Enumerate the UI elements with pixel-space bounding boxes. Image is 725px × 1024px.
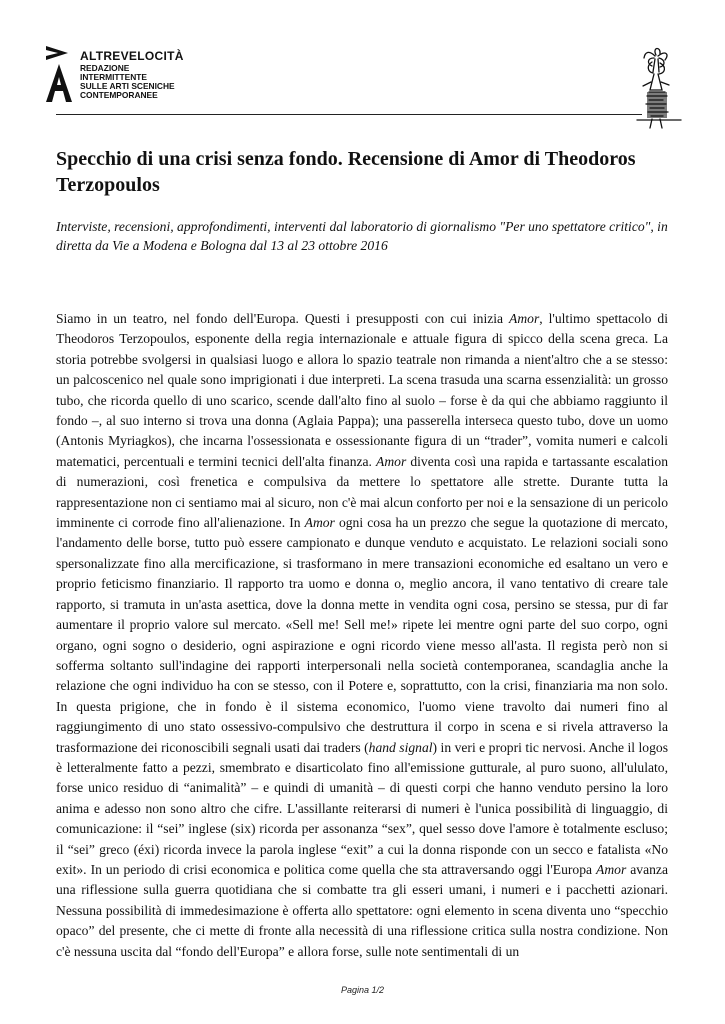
page-header [0, 0, 725, 130]
body-text: avanza una riflessione sulla guerra quotidiana che si combatte tra gli esseri umani, i numeri e i pacchetti azionari. Nessuna possibilità di immedesimazione è offerta allo spettatore: ogni elemento in scena diventa uno “specchio opaco” del presente, che ci mette di fronte alla necessità di una riflessione critica sulla nostra condizione. Non c'è nessuna uscita dal “fondo dell'Europa” e allora forse, sulle note sentimentali di un [56, 861, 668, 959]
body-text: ogni cosa ha un prezzo che segue la quotazione di mercato, l'andamento delle borse, tutto può essere campionato e dunque venduto e acquistato. Le relazioni sociali sono spersonalizzate fino alla mercificazione, si trasformano in mere transazioni economiche ed esaltano un vero e proprio feticismo finanziario. Il rapporto tra uomo e donna o, meglio ancora, il vano tentativo di creare tale rapporto, si tramuta in un'asta asettica, dove la donna mette in vendita ogni cosa, persino se stessa, pur di far aumentare il proprio valore sul mercato. «Sell me! Sell me!» ripete lei mentre ogni parte del suo corpo, ogni organo, ogni sogno o desiderio, ogni aspirazione e ogni ricordo viene messo all'asta. Il regista però non si sofferma soltanto sull'indagine dei rapporti interpersonali nella società contemporanea, scandaglia anche la relazione che ogni individuo ha con se stesso, con il Potere e, soprattutto, con la crisi, finanziaria ma non solo. In questa prigione, che in fondo è il sistema economico, l'uomo viene travolto dai numeri fino al raggiungimento di uno stato ossessivo-compulsivo che destruttura il corpo in scena e si rivela attraverso la trasformazione dei riconoscibili segnali usati dai traders ( [56, 515, 668, 755]
work-title: Amor [304, 515, 335, 531]
header-rule [56, 114, 642, 115]
article-title: Specchio di una crisi senza fondo. Recensione di Amor di Theodoros Terzopoulos [56, 148, 636, 196]
logo-text [80, 50, 184, 100]
body-text: Siamo in un teatro, nel fondo dell'Europa. Questi i presupposti con cui inizia [56, 311, 510, 326]
tagline-line: CONTEMPORANEE [80, 90, 158, 100]
work-title: Amor [376, 453, 407, 469]
page-number: Pagina 1/2 [340, 985, 385, 995]
article-body [56, 309, 668, 962]
body-text: diventa così una rapida e tartassante escalation di numerazioni, così frenetica e compulsiva da mettere lo spettatore alle strette. Durante tutta la rappresentazione non ci sentiamo mai al sicuro, non c'è mai alcun conforto per noi e la sensazione di un pericolo imminente ci corrode fino all'alienazione. In [56, 453, 668, 531]
tagline-line: SULLE ARTI SCENICHE [80, 81, 175, 91]
work-title: Amor [596, 861, 627, 877]
tagline-line: REDAZIONE [80, 63, 130, 73]
article-subtitle: Interviste, recensioni, approfondimenti, interventi dal laboratorio di giornalismo "Per uno spettatore critico", in diretta da Vie a Modena e Bologna dal 13 al 23 ottobre 2016 [56, 219, 668, 253]
tagline-line: INTERMITTENTE [80, 72, 147, 82]
body-text: , l'ultimo spettacolo di Theodoros Terzopoulos, esponente della regia internazionale e attuale figura di spicco della scena greca. La storia potrebbe svolgersi in qualsiasi luogo e allora lo spazio teatrale non rimanda a nient'altro che a se stesso: un palcoscenico nel quale sono imprigionati i due interpreti. La scena trasuda una scarna essenzialità: un grosso tubo, che ricorda quello di uno scarico, scende dall'alto fino al suolo – forse è da qui che abbiamo raggiunto il fondo –, al suo interno si trova una donna (Aglaia Pappa); una passerella interseca questo tubo, dove un uomo (Antonis Myriagkos), che incarna l'ossessionata e ossessionante figura di un “trader”, vomita numeri e calcoli matematici, percentuali e termini tecnici dell'alta finanza. [56, 311, 668, 469]
term-hand-signal: hand signal [368, 739, 433, 755]
altrevelocita-logo-icon [44, 44, 74, 104]
brand-name: ALTREVELOCITÀ [80, 49, 184, 63]
body-text: ) in veri e propri tic nervosi. Anche il logos è letteralmente fatto a pezzi, smembrato e disarticolato fino all'emissione gutturale, al puro suono, all'ululato, forse unico residuo di “animalità” – e quindi di umanità – di questi corpi che hanno venduto persino la loro anima e adesso non sono altro che cifre. L'assillante reiterarsi di numeri è l'unica possibilità di linguaggio, di comunicazione: il “sei” inglese (six) ricorda per assonanza “sex”, quel sesso dove l'amore è totalmente escluso; il “sei” greco (éxi) ricorda invece la parola inglese “exit” a cui la donna risponde con un secco e fatalista «No exit». In un periodo di crisi economica e politica come quella che sta attraversando oggi l'Europa [56, 739, 668, 877]
figure-on-books-icon [625, 46, 687, 130]
work-title: Amor [509, 311, 540, 326]
